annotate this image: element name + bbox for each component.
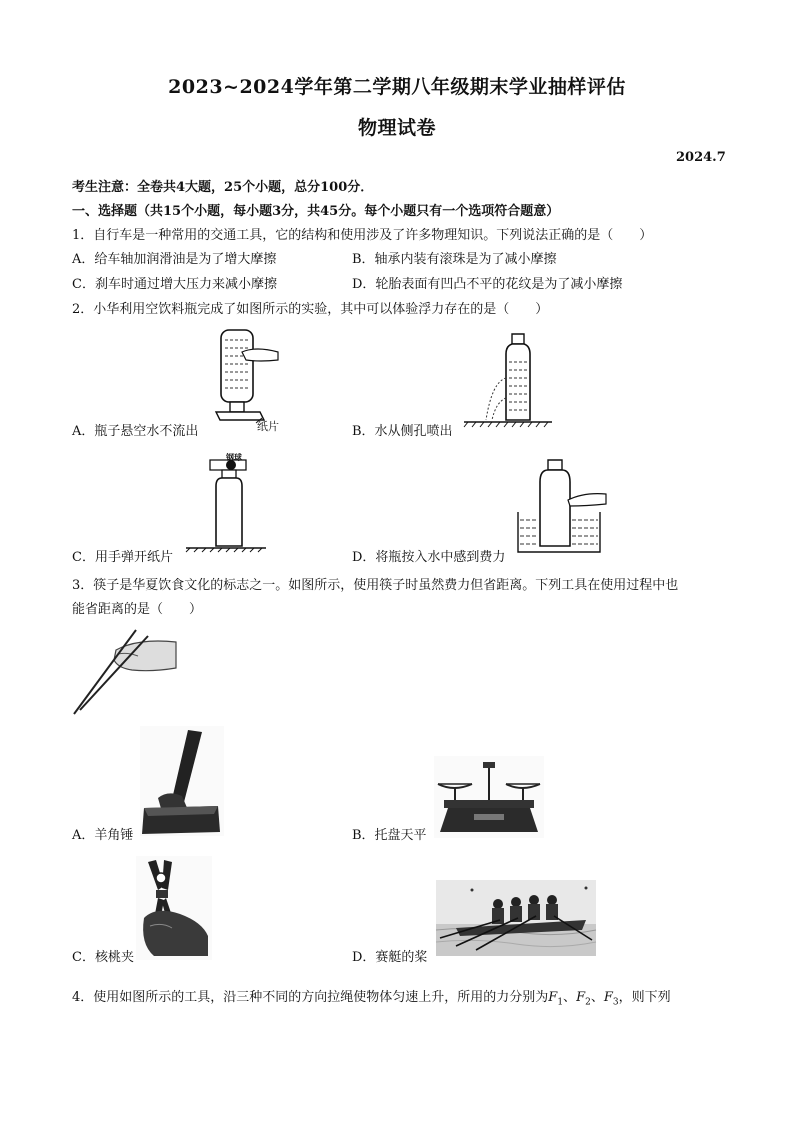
q2-option-a: A．瓶子悬空水不流出 — [72, 424, 199, 439]
q2-option-c: C．用手弹开纸片 — [72, 550, 173, 565]
q3-figure-a-hammer — [140, 726, 224, 836]
q2-label-paper: 纸片 — [257, 420, 279, 433]
q2-stem: 2．小华利用空饮料瓶完成了如图所示的实验，其中可以体验浮力存在的是（ ） — [72, 302, 549, 317]
q2-figure-d — [510, 456, 610, 556]
q2-label-ball: 钢球 — [226, 452, 242, 462]
q4-force-f2: F — [576, 990, 586, 1005]
q2-option-d: D．将瓶按入水中感到费力 — [352, 550, 506, 565]
q3-option-b: B．托盘天平 — [352, 828, 427, 843]
section-heading: 一、选择题（共15个小题，每小题3分，共45分。每个小题只有一个选项符合题意） — [72, 204, 560, 219]
q1-option-c: C．刹车时通过增大压力来减小摩擦 — [72, 277, 277, 292]
q4-stem — [72, 986, 671, 1008]
q1-option-d: D．轮胎表面有凹凸不平的花纹是为了减小摩擦 — [352, 277, 623, 292]
q1-option-b: B．轴承内装有滚珠是为了减小摩擦 — [352, 252, 557, 267]
exam-date: 2024.7 — [676, 150, 726, 165]
q3-stem-line2: 能省距离的是（ ） — [72, 602, 203, 617]
q4-force-f2-sub: 2 — [585, 997, 591, 1008]
q3-option-d: D．赛艇的桨 — [352, 950, 428, 965]
page-subtitle: 物理试卷 — [357, 117, 436, 139]
q4-force-f1-sub: 1 — [557, 997, 564, 1008]
q1-option-a: A．给车轴加润滑油是为了增大摩擦 — [72, 252, 277, 267]
q2-option-b: B．水从侧孔喷出 — [352, 424, 453, 439]
q2-figure-a — [208, 328, 288, 428]
q4-force-f3-sub: 3 — [612, 997, 619, 1008]
q1-stem: 1．自行车是一种常用的交通工具，它的结构和使用涉及了许多物理知识。下列说法正确的是（ ） — [72, 228, 653, 243]
q4-stem-pre: 4．使用如图所示的工具，沿三种不同的方向拉绳使物体匀速上升，所用的力分别为 — [72, 990, 549, 1005]
q3-figure-d-rowing — [436, 880, 596, 956]
q3-figure-b-balance — [434, 756, 544, 838]
q4-stem-post: ，则下列 — [618, 990, 671, 1005]
q3-chopsticks-figure — [72, 624, 180, 716]
exam-notice: 考生注意：全卷共4大题，25个小题，总分100分． — [72, 180, 374, 195]
q3-option-c: C．核桃夹 — [72, 950, 134, 965]
q4-force-f3: F — [603, 990, 613, 1005]
q2-figure-b — [456, 332, 556, 430]
q4-sep1: 、 — [563, 990, 577, 1005]
q3-option-a: A．羊角锤 — [72, 828, 134, 843]
q2-figure-c — [184, 452, 268, 552]
q4-sep2: 、 — [590, 990, 604, 1005]
q3-figure-c-nutcracker — [136, 856, 212, 960]
page-title: 2023~2024学年第二学期八年级期末学业抽样评估 — [168, 76, 626, 98]
q4-force-f1: F — [548, 990, 558, 1005]
q3-stem-line1: 3．筷子是华夏饮食文化的标志之一。如图所示，使用筷子时虽然费力但省距离。下列工具在使用过程中也 — [72, 578, 679, 593]
